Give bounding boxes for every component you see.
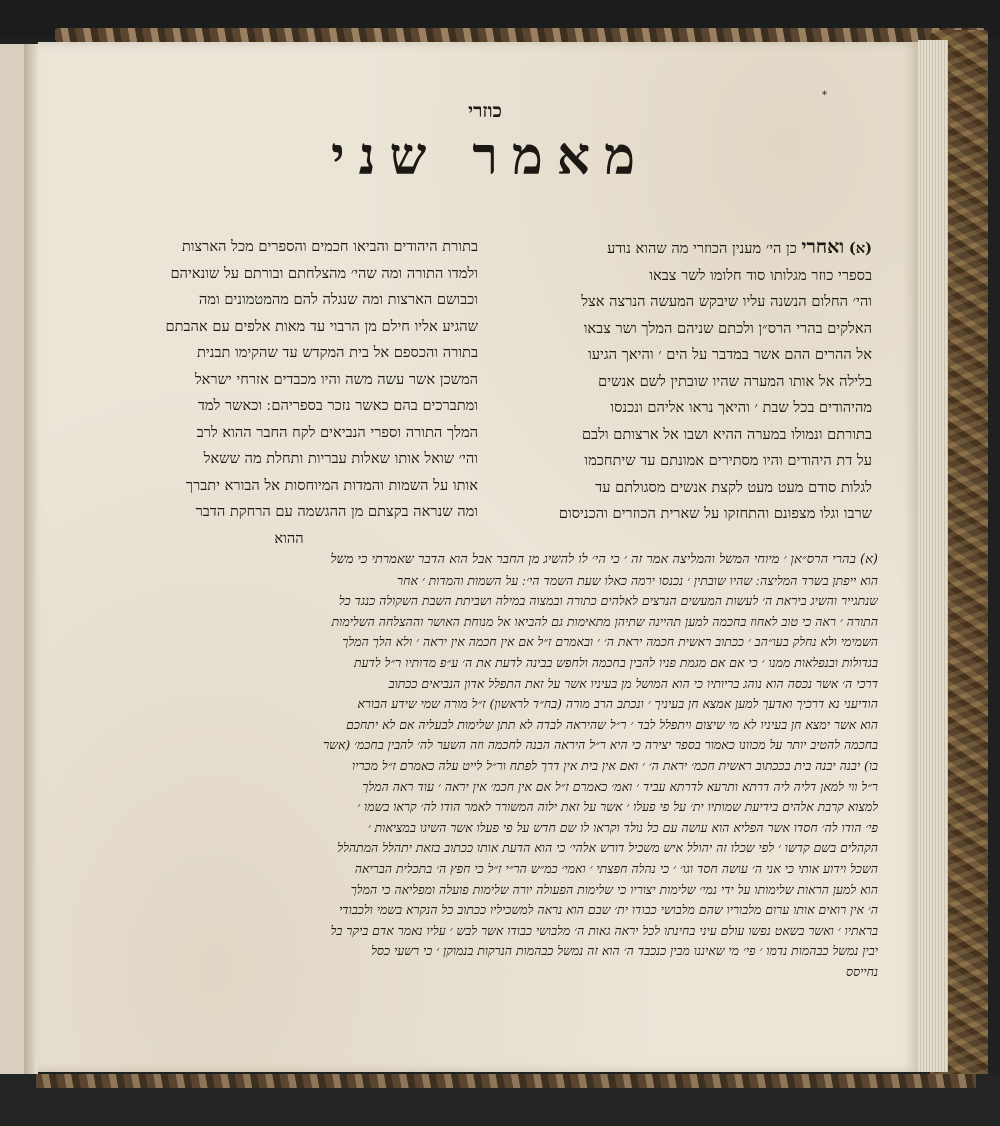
text-line: בתורה והכספם אל בית המקדש עד שהקימו תבנית bbox=[196, 344, 478, 361]
commentary-line: הוא ייפתן בשרד המליצה ׃ שהיו שובתין ׳ נכנסו ירמה כאלו שעת השמד הי׳ ׃ על השמות והמדות ׳ אחר bbox=[397, 572, 878, 588]
commentary-line: הודיעני נא דרכיך ואדעך למען אמצא חן בעיניך ׳ ונכתב הרב מורה (בח״ד לראשון) ז״ל מורה שמי שידע הבורא bbox=[357, 696, 878, 712]
text-line: שהגיע אליו חילם מן הרבוי עד מאות אלפים עם אהבתם bbox=[165, 317, 478, 335]
gutter-shadow bbox=[24, 44, 38, 1074]
commentary-line: בגדולות ובנפלאות ממנו ׳ כי אם אם מגמת פניו להבין בחכמה ולחפש בבינה לדעת את ה׳ ע״פ מדותיו ר״ל לדעת bbox=[353, 654, 878, 670]
section-title: מאמר שני bbox=[330, 126, 650, 187]
text-line: ולמדו התורה ומה שהי׳ מהצלחתם ובורתם על שונאיהם bbox=[170, 264, 478, 282]
text-line: המלך התורה וספרי הנביאים לקח החבר ההוא לרב bbox=[196, 423, 478, 441]
commentary-line: ר״ל ווי למאן דליה ליה דרתא ותרעא לדרתא עביד ׳ ואמ׳ כאמרם ז״ל אם אין חכמ׳ אין יראה ׳ עוד ראה המלך bbox=[362, 778, 878, 794]
book-page bbox=[38, 42, 918, 1072]
paragraph-tail: ההוא bbox=[274, 529, 304, 547]
commentary-line: בו) יבנה יבנה בית בככתוב ראשית חכמ׳ יראת ה׳ ׳ ואם אין בית אין דרך לפתח ור״ל לייט עלה כאמרם ז״ל מכריו bbox=[352, 757, 878, 773]
paragraph-number: (א) bbox=[848, 240, 872, 257]
text-line: לגלות סודם מעט מעט לקצת אנשים מסגולתם עד bbox=[595, 478, 872, 496]
text-line: והי׳ החלום הנשנה עליו שיבקש המעשה הנרצה אצל bbox=[581, 293, 872, 310]
facing-page bbox=[0, 44, 24, 1074]
text-line: בספרי כוזר מגלותו סוד חלומו לשר צבאו bbox=[649, 266, 872, 284]
text-line: האלקים בהרי הרס״ן ולכתם שניהם המלך ושר צבאו bbox=[583, 319, 872, 337]
commentary-line: התורה ׳ ראה כי טוב לאחוז בחכמה למען תהיינה שתיהן מתאימות גם להביאו אל מנוחת האושר וההצלחה השלימות bbox=[331, 613, 878, 629]
commentary-line: בחכמה להטיב יותר על מכוונו כאמור בספר יצירה כי היא ר״ל היראה הבנה לחכמה וזה השער לה׳ להבין בחכמ׳ (אשר bbox=[323, 737, 878, 753]
lead-word: ואחרי bbox=[801, 236, 845, 258]
text-line: על דת היהודים והיו מסתירים אמונתם עד שיתחכמו bbox=[584, 452, 872, 469]
marbled-board-top bbox=[55, 28, 985, 42]
commentary-end-word: נחייסס bbox=[846, 963, 878, 979]
first-line bbox=[494, 234, 872, 263]
page-mark: * bbox=[822, 90, 827, 101]
text-line: ומתברכים בהם כאשר נזכר בספריהם ׃ וכאשר למד bbox=[197, 397, 478, 414]
commentary-line: הקהלים בשם קדשו ׳ לפי שכלו זה יהולל איש משכיל דורש אלהי׳ כי הוא הדעת אותו ככתוב בזאת יתהלל המתהלל bbox=[337, 840, 878, 856]
main-text-left-column bbox=[100, 234, 478, 552]
first-line-text: כן הי׳ מענין הכוזרי מה שהוא נודע bbox=[607, 240, 797, 257]
commentary-line: הוא למען הראות שלימותו על ידי נמי׳ שלימות יצוריו כי שלימות הפעולה יורה שלימות פועלה ומפליאה כי המלך bbox=[350, 881, 878, 897]
running-title: כוזרי bbox=[468, 100, 502, 122]
text-line: אל ההרים ההם אשר במדבר על הים ׳ והיאך הגיעו bbox=[588, 346, 872, 363]
commentary-line: בראתיו ׳ ואשר בשאט נפשו עולם עיני בחינתו לכל יראה גאות ה׳ מלבושי כבודו אשר לבש ׳ עליו נאמר אדם ביקר בל bbox=[330, 922, 878, 938]
commentary-line: דרכי ה׳ אשר נכסה הוא נוהג בריותיו כי הוא המושל מן בעיניו אשר על זאת התפלל אדון הנביאים ככתוב bbox=[388, 675, 878, 691]
commentary-line: השמימי ולא נחלק בעו״הב ׳ ככתוב ראשית חכמה יראת ה׳ ׳ ובאמרם ז״ל אם אין חכמה אין יראה ׳ ולא הלך המלך bbox=[342, 634, 878, 650]
marbled-board-bottom bbox=[36, 1074, 976, 1088]
commentary-line: הוא אשר ימצא חן בעיניו לא מי שיצום ויתפלל לבד ׳ ר״ל שהיראה לבדה לא תתן שלימות לבעליה אם לא יתחכם bbox=[346, 716, 878, 732]
text-line: וכבושם הארצות ומה שנגלה להם מהמטמונים ומה bbox=[198, 291, 478, 308]
commentary-block bbox=[100, 550, 878, 982]
page-stack-edge bbox=[918, 40, 948, 1072]
text-line: בלילה אל אותו המערה שהיו שובתין לשם אנשים bbox=[598, 372, 872, 390]
text-line: אותו על השמות והמדות המיוחסות אל הבורא יתברך bbox=[185, 476, 478, 494]
text-line: ומה שנראה בקצתם מן ההגשמה עם הרחקת הדבר bbox=[195, 503, 478, 520]
commentary-line: (א) בהרי הרס״אן ׳ מיוחי המשל והמליצה אמר זה ׳ כי הי׳ לו להשיג מן החבר אבל הוא הדבר שאמרתי כי משל bbox=[330, 552, 878, 567]
commentary-line: פי׳ הודו לה׳ חסדו אשר הפליא הוא עושה עם כל נולד וקראו לו שם חדש על פי פעלו אשר השיגו במציאות ׳ bbox=[367, 819, 878, 835]
text-line: מהיהודים בכל שבת ׳ והיאך נראו אליהם ונכנסו bbox=[610, 399, 872, 416]
text-line: המשכן אשר עשה משה והיו מכבדים אזרחי ישראל bbox=[194, 370, 478, 388]
text-line: בתורתם ונמולו במערה ההיא ושבו אל ארצותם ולבם bbox=[581, 425, 872, 443]
commentary-line: שנתגייר והשיג ביראת ה׳ לעשות המעשים הנרצים לאלהים כתורה ובמצוה במילה ושביתת השבת השקולה כנגד כל bbox=[338, 593, 878, 609]
text-line: שרבו וגלו מצפונם והתחזקו על שארית הכוזרים והכניסום bbox=[558, 505, 872, 522]
text-line: בתורת היהודים והביאו חכמים והספרים מכל הארצות bbox=[181, 238, 478, 255]
commentary-line: השכל וידוע אותי כי אני ה׳ עושה חסד וגו׳ ׳ כי נהלה חפצתי ׳ ואמי׳ כמ״ש הר״י ז״ל כי חפץ ה׳ בתכלית הבריאה bbox=[354, 860, 878, 876]
main-text-right-column bbox=[494, 234, 872, 528]
commentary-line: יבין נמשל כבהמות נדמו ׳ פי׳ מי שאיננו מבין כנכבד ה׳ הוא זה נמשל כבהמות הנרקות בנמוקן ׳ כי רשעי כסל bbox=[371, 943, 878, 959]
text-line: והי׳ שואל אותו שאלות עבריות ותחלת מה ששאל bbox=[203, 450, 478, 467]
commentary-line: ה׳ אין רואים אותו ערום מלבוריו שהם מלבושי כבודו ית׳ שבם הוא נראה למשכיליו ככתוב כל הנקרא בשמי ולכבודי bbox=[339, 902, 878, 918]
commentary-line: למצוא קרבת אלהים בידיעת שמותיו ית׳ על פי פעלו ׳ אשר על זאת ילוה המשורר לאמר הודו לה׳ קראו בשמו ׳ bbox=[357, 799, 878, 815]
